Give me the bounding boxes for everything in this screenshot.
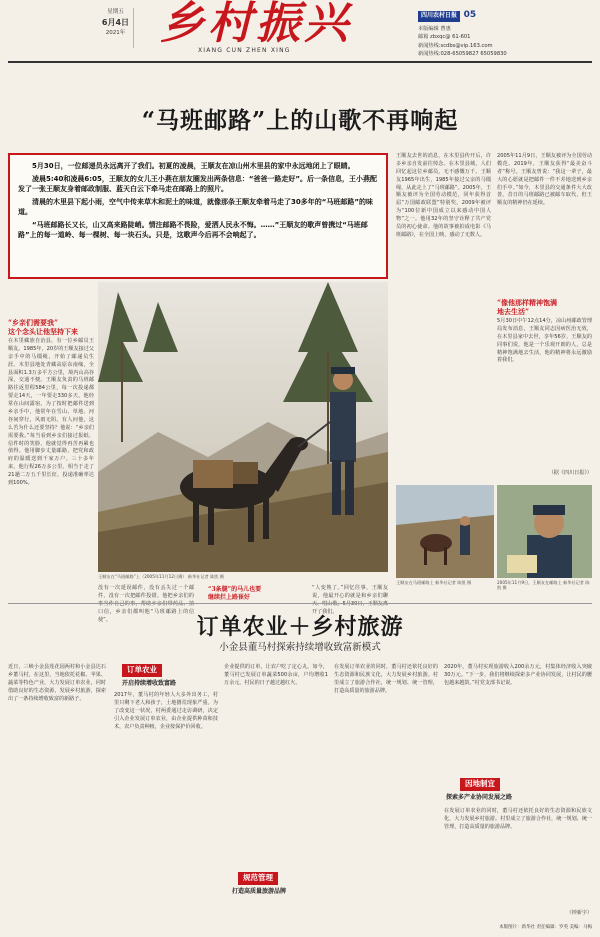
- subhead-right: “像他那样精神饱满 地去生活”: [497, 298, 558, 317]
- contact-info: [418, 25, 588, 58]
- contact-line: 新闻热线:scdbs@vip.163.com: [418, 42, 493, 49]
- mailman-horse-photo-icon: [98, 282, 388, 572]
- tag-order-farming-sub: 开启持续增收致富路: [122, 680, 177, 687]
- subhead-mid: “3条腿”的马儿也要 继续拦上路崔好: [208, 586, 262, 602]
- section-pinyin: XIANG CUN ZHEN XING: [198, 47, 291, 54]
- horse-road-photo-icon: [396, 485, 494, 578]
- tag-local-conditions: 因地制宜: [460, 778, 500, 791]
- section-title: 乡村振兴: [160, 0, 352, 49]
- story2-column3: 企业提供的订单，让农户吃了定心丸。如今，董马村已发展订单蔬菜500余亩，户均增收1万余元，村民的日子越过越红火。: [224, 664, 328, 686]
- date-box: [98, 8, 134, 48]
- section-divider: [8, 603, 592, 604]
- story2-credit: （钟新宇）: [566, 910, 592, 916]
- story2-column5a: 2020年，董马村实现旅游收入200余万元，村集体经济收入突破30万元。“下一步，我们将继续探索多产业协同发展，让村民的腰包越来越鼓。”村党支部书记说。: [444, 664, 592, 686]
- masthead: [0, 0, 600, 58]
- month-day: 6月4日: [101, 17, 130, 27]
- lead-paragraph: “马班邮路长又长，山又高来路陡峭。情注邮路不畏险，爱洒人民永不悔。……”王顺友的歌声曾携过“马班邮路”上的每一道岭、每一棵树、每一块石头。只是，这歌声今后再不会响起了。: [18, 220, 368, 239]
- photo2-caption: 王顺友在马班邮路上 新华社记者 陈凯 摄: [396, 580, 472, 585]
- tag-management-sub: 打造高质量旅游品牌: [232, 888, 287, 895]
- column-mid: “人变熟了。”回忆往事，王顺友说，他最开心的就是和乡亲们聊 开了我们。: [312, 585, 388, 615]
- story2-column4: 在发展订单农业的同时，董马村还依托良好的生态资源和民族文化，大力发展乡村旅游。村里成立了旅游合作社，统一规划、统一管理，打造高质量的旅游品牌。: [334, 664, 438, 694]
- tag-order-farming: 订单农业: [122, 664, 162, 677]
- column-right-c: 5月30日中午12点14分，凉山州邮政管理局发布消息，王顺友同志因病医治无效，在木里县家中去世，享年56岁。王顺友的同事们说，他是一个乐观开朗的人，总是精神饱满地去生活，他的精神将永远激励着我们。: [497, 318, 592, 364]
- weekday: 星期五: [107, 9, 124, 15]
- column-right-a: 王顺友去世的消息，在木里县传开后，许多乡亲自发前往悼念。在木里县城，人们回忆起这位乡邮员，无不感慨万千。王顺友1965年出生，1985年接过父亲的马缰绳，从此走上了“马班邮路”。2005年，王顺友被评为全国劳动模范，同年获得首届“万国邮政联盟”特别奖，2009年被评为“100位新中国成立以来感动中国人物”之一。他用32年的坚守诠释了共产党员的初心使命。他的故事被拍成电影《马班邮路》，在全国上映，感动了无数人。: [396, 153, 491, 238]
- column-mid-left: 没有一次延误邮件，没有丢失过一个邮件，没有一次把邮件投错。他把乡亲们的 口信，乡亲们都叫他“马班邮路上的信使”。: [98, 585, 194, 623]
- credit-line: （据《四川日报》）: [548, 470, 592, 476]
- story2-subtitle: 小金县董马村探索持续增收致富新模式: [219, 642, 381, 653]
- year: 2021年: [105, 29, 126, 36]
- story1-headline[interactable]: “马班邮路”上的山歌不再响起: [141, 107, 459, 134]
- lead-box: [8, 153, 388, 279]
- contact-line: 新闻热线:028-65059827 65059830: [418, 50, 507, 57]
- tag-local-conditions-sub: 探索多产业协同发展之路: [446, 794, 513, 801]
- photo-portrait: [497, 485, 592, 578]
- main-photo: [98, 282, 388, 572]
- column-right-b: 2005年11月9日，王顺友被评为全国劳动模范。2019年，王顺友获得“最美奋斗者”称号。王顺友曾说：“我这一辈子，最大的心愿就是把邮件一件不差地送到乡亲们手中。”如今，木里县的交通条件大大改善，昔日的马班邮路已被邮车取代，但王顺友的精神仍在延续。: [497, 153, 592, 207]
- brand-block: [418, 9, 588, 58]
- portrait-photo-icon: [497, 485, 592, 578]
- photo3-caption: 2005年11月9日，王顺友在邮路上 新华社记者 陈凯 摄: [497, 580, 590, 591]
- main-photo-caption: 王顺友在“马班邮路”上（2005年11月12日摄） 新华社记者 陈凯 摄: [98, 574, 224, 579]
- photo-horse-road: [396, 485, 494, 578]
- masthead-rule: [8, 61, 592, 63]
- paper-logo: 四川农村日报: [418, 11, 460, 22]
- story2-column5b: 在发展订单农业的同时，董马村还依托良好的生态资源和民族文化，大力发展乡村旅游。村里成立了旅游合作社，统一规划、统一管理，打造高质量的旅游品牌。: [444, 808, 592, 830]
- column-left: 在木里藏族自治县，有一位乡邮员王顺友。1985年，20岁的王顺友接过父亲手中的马缰绳，开始了邮递员生涯。木里县地处青藏高原东南缘，全县面积1.3万多平方公里，境内山高谷深，交通不便。王顺友负责的马班邮路往返里程584公里，每一次投递都要走14天，一年要走330多天，他经常在山间露宿。为了按时把邮件送到乡亲手中，他常年在雪山、草地、河谷间穿行，风雨无阻。有人问他，这么苦为什么还要坚持？他说：“乡亲们需要我。”每当看到乡亲们接过报纸、信件时的笑脸，他就觉得再苦再累也值得。他用脚步丈量邮路，把党和政府的温暖送到千家万户。三十多年来，他行程26万多公里，相当于走了21趟二万五千里长征，投递准确率达到100%。: [8, 338, 94, 487]
- tag-management: 规范管理: [238, 872, 278, 885]
- lead-paragraph: 5月30日，一位邮递员永远离开了我们。初夏的凌晨，王顺友在凉山州木里县的家中永远地闭上了眼睛。: [32, 162, 355, 170]
- page-footer: 本版图片：新华社 责任编辑：罗英 美编：马梅: [499, 925, 592, 930]
- story2-column1: 近日，三峡小金县莲花园两村和小金县达石乡董马村，在这里，当地依托花椒、苹果、蔬菜等特色产业，大力发展订单农业，同时借助良好的生态资源，发展乡村旅游，探索出了一条持续增收致富的新路子。: [8, 664, 106, 702]
- lead-paragraph: 凌晨5:40和凌晨6:05，王顺友的女儿王小燕在朋友圈发出两条信息：“爸爸一路走好”。后一条信息，王小燕配发了一张王顺友身着邮政制服、蓝天白云下牵马走在邮路上的照片。: [18, 174, 378, 193]
- contact-line: 本版编辑 曹惠: [418, 26, 451, 33]
- story2-column2: 2017年，董马村的年轻人大多外出务工，村里只剩下老人和孩子，土地撂荒现象严重。为了改变这一状况，村两委通过走访调研，决定引入企业发展订单农业，由企业提供种苗和技术，农户负责种植，企业按保护价回收。: [114, 692, 218, 730]
- story2-headline[interactable]: 订单农业＋乡村旅游: [196, 614, 404, 640]
- page-number: 05: [463, 10, 477, 20]
- lead-paragraph: 清晨的木里县下起小雨，空气中传来草木和泥土的味道，就像那条王顺友牵着马走了30多年的“马班邮路”的味道。: [18, 197, 373, 216]
- contact-line: 邮箱 zbxqc@ 61-601: [418, 34, 471, 41]
- subhead-left: “乡亲们需要我” 这个念头让他坚持下来: [8, 318, 78, 337]
